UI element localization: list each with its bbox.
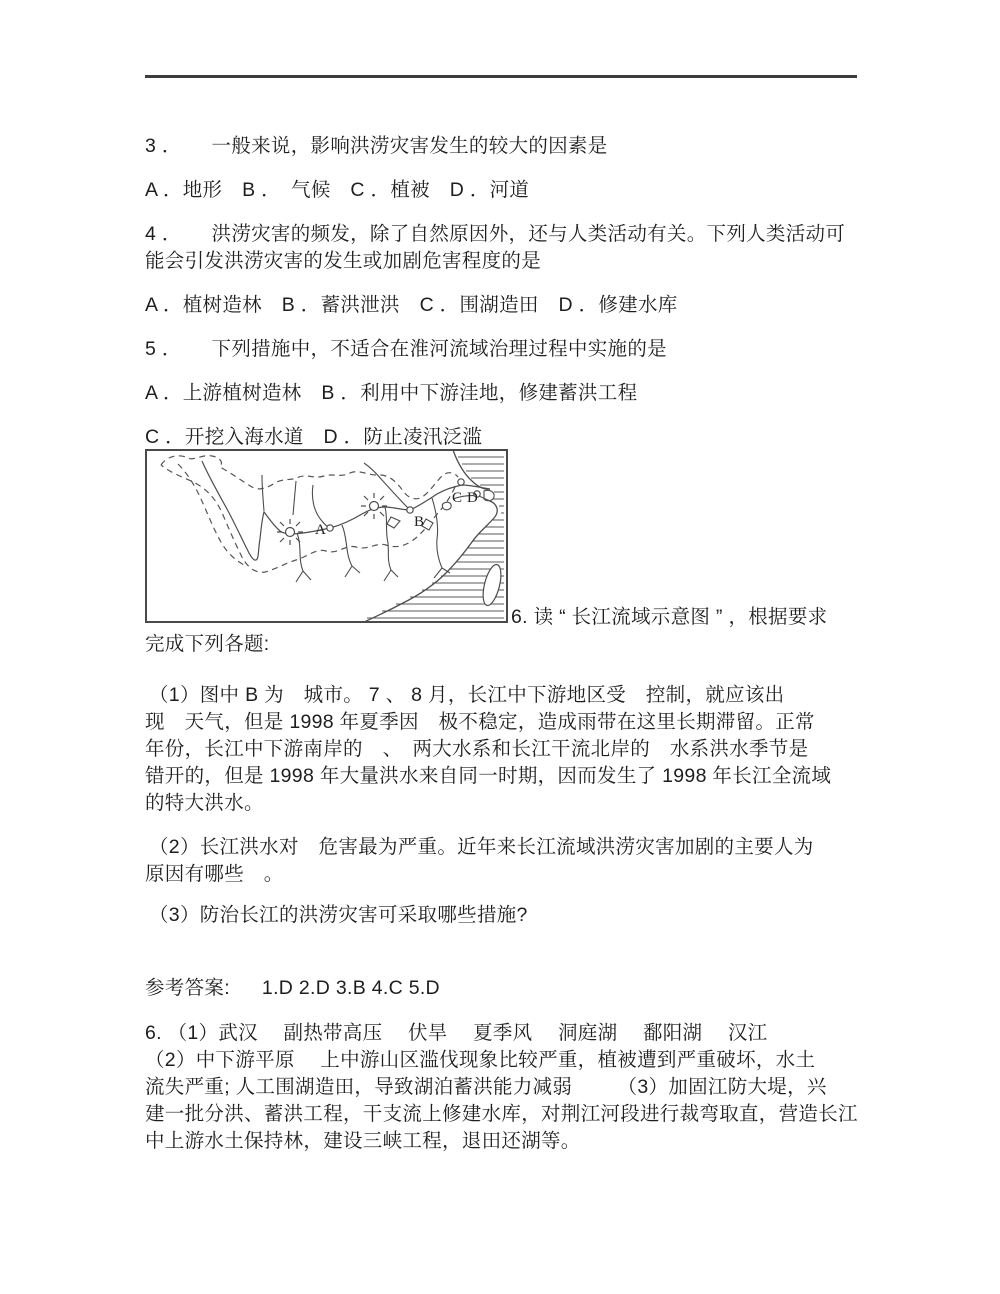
point-label-c: C — [452, 490, 463, 506]
question-6-part-1-line-1: （1）图中 B 为 城市。 7 、 8 月，长江中下游地区受 控制，就应该出 — [149, 684, 785, 706]
question-6-part-1-line-3: 年份，长江中下游南岸的 、 两大水系和长江干流北岸的 水系洪水季节是 — [145, 738, 809, 760]
question-6-part-2 — [145, 834, 861, 888]
figure-and-question-6-intro — [145, 449, 861, 658]
reference-answers-line — [145, 975, 861, 1002]
point-label-d: D — [467, 490, 479, 506]
header-rule — [145, 75, 857, 78]
question-5 — [145, 336, 861, 363]
question-6-part-2-line-2: 原因有哪些 。 — [145, 863, 284, 885]
question-6-part-1-line-4: 错开的，但是 1998 年大量洪水来自同一时期，因而发生了 1998 年长江全流域 — [145, 765, 832, 787]
question-6-intro-line-2: 完成下列各题: — [145, 633, 270, 655]
point-marker-b — [407, 507, 413, 513]
reference-answers-label: 参考答案: — [145, 977, 230, 999]
question-3-options-line: A ．地形 B ． 气候 C ．植被 D ．河道 — [145, 179, 530, 201]
question-6-answer-line-2: （2）中下游平原 上中游山区滥伐现象比较严重，植被遭到严重破坏，水土 — [145, 1049, 816, 1071]
point-marker-a — [327, 525, 333, 531]
question-5-options-ab-line: A ．上游植树造林 B ．利用中下游洼地，修建蓄洪工程 — [145, 382, 638, 404]
question-6-part-2-line-1: （2）长江洪水对 危害最为严重。近年来长江流域洪涝灾害加剧的主要人为 — [149, 836, 814, 858]
question-6-answer-line-1: 6. （1）武汉 副热带高压 伏旱 夏季风 洞庭湖 鄱阳湖 汉江 — [145, 1022, 768, 1044]
question-3-options — [145, 177, 861, 204]
question-6-part-1-line-2: 现 天气，但是 1998 年夏季因 极不稳定，造成雨带在这里长期滞留。正常 — [145, 711, 815, 733]
question-4-stem-line-2: 能会引发洪涝灾害的发生或加剧危害程度的是 — [145, 250, 542, 272]
question-6-part-1 — [145, 682, 861, 817]
city-symbol-icon-middle — [361, 493, 387, 519]
question-5-stem: 5 ． 下列措施中，不适合在淮河流域治理过程中实施的是 — [145, 338, 667, 360]
map-border — [146, 450, 507, 622]
document-content — [145, 133, 861, 1155]
question-6-answer — [145, 1020, 861, 1155]
question-3 — [145, 133, 861, 160]
question-4-options — [145, 292, 861, 319]
question-6-part-3-line: （3）防治长江的洪涝灾害可采取哪些措施? — [149, 904, 528, 926]
question-4 — [145, 221, 861, 275]
question-6-answer-line-3: 流失严重; 人工围湖造田，导致湖泊蓄洪能力减弱 （3）加固江防大堤，兴 — [145, 1076, 827, 1098]
question-5-options-cd — [145, 424, 861, 451]
question-4-options-line: A ．植树造林 B ．蓄洪泄洪 C ．围湖造田 D ．修建水库 — [145, 294, 678, 316]
question-5-options-cd-line: C ．开挖入海水道 D ．防止凌汛泛滥 — [145, 426, 483, 448]
question-6-answer-line-5: 中上游水土保持林，建设三峡工程，退田还湖等。 — [145, 1130, 581, 1152]
reference-answers-choices: 1.D 2.D 3.B 4.C 5.D — [261, 977, 440, 999]
city-symbol-icon-west — [277, 519, 303, 545]
question-6-answer-line-4: 建一批分洪、蓄洪工程，干支流上修建水库，对荆江河段进行裁弯取直，营造长江 — [145, 1103, 858, 1125]
point-label-b: B — [414, 514, 425, 530]
question-6-part-1-line-5: 的特大洪水。 — [145, 792, 264, 814]
question-5-options-ab — [145, 380, 861, 407]
point-label-a: A — [315, 522, 327, 538]
question-6-intro-line-1: 6. 读 “ 长江流域示意图 ” ，根据要求 — [511, 606, 828, 628]
reference-answers — [145, 975, 861, 1002]
question-4-stem-line-1: 4 ． 洪涝灾害的频发，除了自然原因外，还与人类活动有关。下列人类活动可 — [145, 223, 846, 245]
point-marker-c — [458, 479, 464, 485]
yangtze-basin-map — [145, 449, 508, 623]
question-6-part-3 — [145, 902, 861, 929]
question-3-stem: 3 ． 一般来说，影响洪涝灾害发生的较大的因素是 — [145, 135, 608, 157]
